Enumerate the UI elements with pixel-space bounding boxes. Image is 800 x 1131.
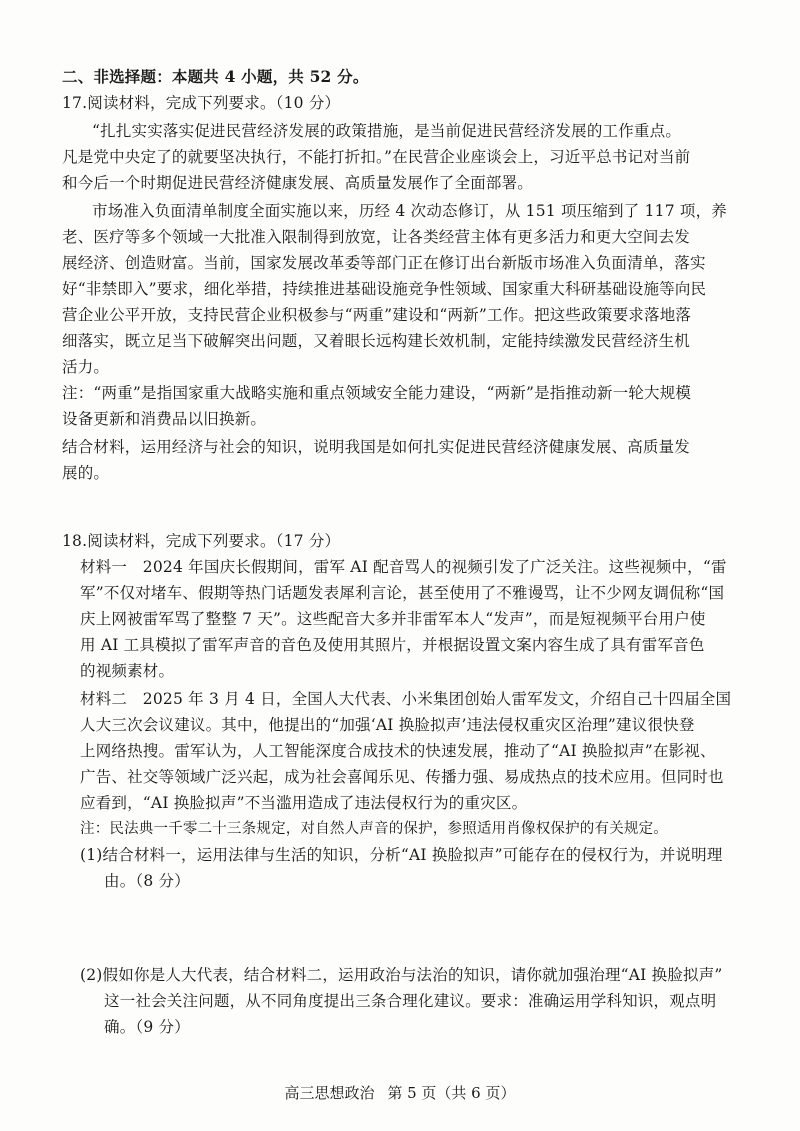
- q18-sub2-line: 这一社会关注问题，从不同角度提出三条合理化建议。要求：准确运用学科知识，观点明: [104, 992, 717, 1010]
- footer-subject: 高三思想政治: [284, 1084, 375, 1102]
- q17-task-line: 结合材料，运用经济与社会的知识，说明我国是如何扎实促进民营经济健康发展、高质量发: [62, 438, 691, 456]
- q18-material1-line: 庆上网被雷军骂了整整 7 天”。这些配音大多并非雷军本人“发声”，而是短视频平台用户使: [80, 610, 706, 628]
- q18-note: 注：民法典一千零二十三条规定，对自然人声音的保护，参照适用肖像权保护的有关规定。: [80, 821, 668, 837]
- q17-note-line: 设备更新和消费品以旧换新。: [62, 410, 267, 428]
- q18-sub1-line: (1)结合材料一，运用法律与生活的知识，分析“AI 换脸拟声”可能存在的侵权行为，并说明理: [80, 846, 723, 864]
- q18-material2-line: 上网络热搜。雷军认为，人工智能深度合成技术的快速发展，推动了“AI 换脸拟声”在影视、: [80, 742, 716, 760]
- q18-material1-line: 军”不仅对堵车、假期等热门话题发表犀利言论，甚至使用了不雅谩骂，让不少网友调侃称“国: [80, 584, 725, 602]
- q18-material2-line: 人大三次会议建议。其中，他提出的“加强‘AI 换脸拟声’违法侵权重灾区治理”建议很快登: [80, 716, 695, 734]
- q17-p2-line: 好“非禁即入”要求，细化举措，持续推进基础设施竞争性领域、国家重大科研基础设施等向民: [62, 280, 707, 298]
- q17-p1-line: 凡是党中央定了的就要坚决执行，不能打折扣。”在民营企业座谈会上，习近平总书记对当前: [62, 148, 691, 166]
- q18-material2-line: 材料二 2025 年 3 月 4 日，全国人大代表、小米集团创始人雷军发文，介绍自己十四届全国: [80, 690, 732, 708]
- q17-p2-line: 市场准入负面清单制度全面实施以来，历经 4 次动态修订，从 151 项压缩到了 117 项，养: [92, 202, 727, 220]
- q18-material1-line: 材料一 2024 年国庆长假期间，雷军 AI 配音骂人的视频引发了广泛关注。这些视频中，“雷: [80, 558, 727, 576]
- q18-material2-line: 广告、社交等领域广泛兴起，成为社会喜闻乐见、传播力强、易成热点的技术应用。但同时也: [80, 768, 724, 786]
- q17-p1-line: 和今后一个时期促进民营经济健康发展、高质量发展作了全面部署。: [62, 174, 534, 192]
- q17-p2-line: 细落实，既立足当下破解突出问题，又着眼长远构建长效机制，定能持续激发民营经济生机: [62, 332, 691, 350]
- q17-p2-line: 展经济、创造财富。当前，国家发展改革委等部门正在修订出台新版市场准入负面清单，落实: [62, 254, 706, 272]
- q17-p2-line: 营企业公平开放，支持民营企业积极参与“两重”建设和“两新”工作。把这些政策要求落地落: [62, 306, 692, 324]
- q17-task-line: 展的。: [62, 464, 110, 482]
- q18-sub2-line: 确。（9 分）: [104, 1018, 190, 1036]
- q18-material1-line: 的视频素材。: [80, 662, 175, 680]
- q17-p2-line: 活力。: [62, 358, 110, 376]
- footer-page-number: 第 5 页（共 6 页）: [387, 1084, 516, 1102]
- q17-note-line: 注：“两重”是指国家重大战略实施和重点领域安全能力建设，“两新”是指推动新一轮大规模: [62, 384, 692, 402]
- section-heading: 二、非选择题：本题共 4 小题，共 52 分。: [62, 67, 369, 86]
- q18-material1-line: 用 AI 工具模拟了雷军声音的音色及使用其照片，并根据设置文案内容生成了具有雷军音色: [80, 636, 705, 654]
- q17-title: 17.阅读材料，完成下列要求。（10 分）: [62, 94, 341, 112]
- q18-title: 18.阅读材料，完成下列要求。（17 分）: [62, 532, 341, 550]
- q17-p1-line: “扎扎实实落实促进民营经济发展的政策措施，是当前促进民营经济发展的工作重点。: [92, 122, 682, 140]
- q17-p2-line: 老、医疗等多个领域一大批准入限制得到放宽，让各类经营主体有更多活力和更大空间去发: [62, 228, 691, 246]
- q18-material2-line: 应看到，“AI 换脸拟声”不当滥用造成了违法侵权行为的重灾区。: [80, 794, 528, 812]
- q18-sub2-line: (2)假如你是人大代表，结合材料二，运用政治与法治的知识，请你就加强治理“AI 换脸拟声”: [80, 966, 723, 984]
- page-footer: [0, 1082, 800, 1104]
- q18-sub1-line: 由。（8 分）: [104, 872, 190, 890]
